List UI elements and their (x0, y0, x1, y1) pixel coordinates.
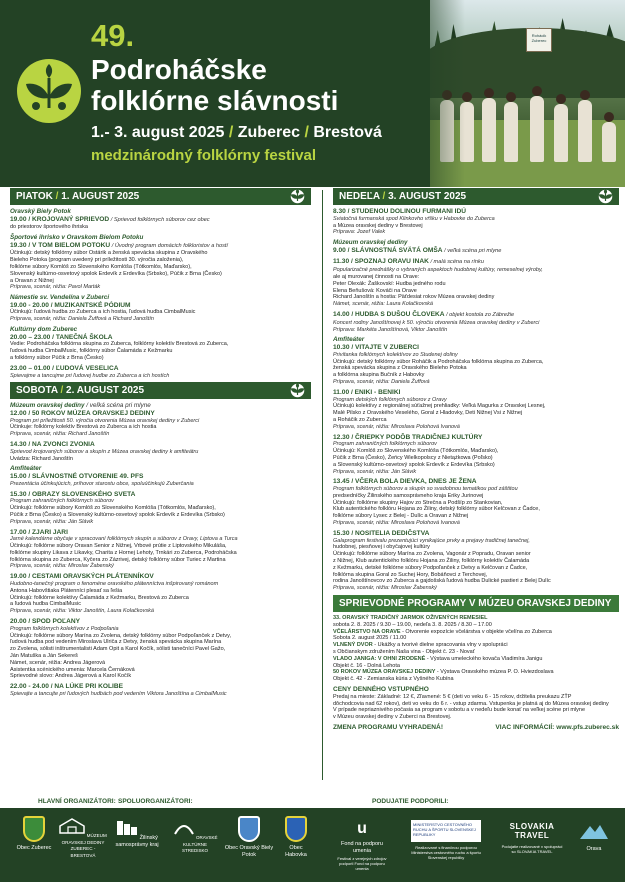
event-credit: Príprava, scenár, réžia: Viktor Janoštín, Laura Kolačkovská (10, 608, 154, 615)
museum-program-line: Objekt č. 42 - Zemianska kúria z Vyšného Kubína (333, 676, 454, 683)
day-date: 3. AUGUST 2025 (388, 191, 467, 202)
event-line: folklórne súbory Lysec z Belej - Dulíc a Oravan z Nižnej (333, 513, 469, 520)
photo-sign: Rohácik Zuberec (526, 28, 552, 52)
event-heading: 19.00 - 20.00 / MUZIKANTSKÉ PÓDIUM (10, 301, 131, 309)
event-heading: 20.00 – 23.00 / TANEČNÁ ŠKOLA (10, 333, 113, 341)
header (0, 0, 625, 187)
event-line: Uvádza: Richard Janoštín (10, 455, 73, 462)
program-event (333, 336, 619, 385)
day-bar-friday (10, 188, 311, 205)
event-line: Účinkujú: folklórne kolektívy Čalamáda z Kežmarku, Brestová zo Zuberca (10, 594, 189, 601)
program-event (333, 389, 619, 431)
event-line: Popularizačné prednášky o vybraných aspektoch hudobnej kultúry, remeselnej výroby, (333, 267, 543, 274)
event-line: a folklórna skupina Bučník z Habovky (333, 372, 425, 379)
event-line: Jarné kalendárne obyčaje v spracovaní folklórnych skupín a súborov z Oravy, Liptova a Turca (10, 536, 238, 543)
ticket-info-line: V prípade nepriaznivého počasia sa program v sobotu a v nedeľu bude konať na veľkej scéne pri mlyne (333, 707, 586, 714)
event-heading: 19.00 / CESTAMI ORAVSKÝCH PLÁTENNÍKOV (10, 573, 154, 581)
event-heading: 11.30 / SPOZNAJ ORAVU INAK / malá scéna na rínku (333, 258, 484, 266)
event-line: Hudobno-tanečný program o fenoméne oravského plátenníctva inšpirovaný románom (10, 581, 219, 588)
museum-programs-bar (333, 595, 619, 612)
program-event (10, 683, 311, 698)
festival-subtitle: medzinárodný folklórny festival (91, 147, 317, 164)
flower-icon (598, 189, 613, 204)
program-event (333, 208, 619, 236)
logo-oks: ORAVSKÉ KULTÚRNE STREDISKO (170, 822, 220, 855)
fpu-mark-icon: u (357, 820, 367, 837)
event-line: Účinkujú: folklórne skupiny Hajov zo Strečna a Podšíp zo Stankovian, (333, 499, 503, 506)
more-info-link[interactable]: VIAC INFORMÁCIÍ: www.pfs.zuberec.sk (495, 724, 619, 731)
day-name: NEDEĽA (339, 191, 380, 202)
event-line: Program detských folklórnych súborov z Oravy (333, 396, 447, 403)
event-line: Privítanka folklórnych kolektívov zo Studenej doliny (333, 351, 458, 358)
event-line: rodina Janoštínovcov zo Zuberca a gajdošská ľudová hudba Dulické pastieri z Belej Dulíc (333, 578, 551, 585)
left-column (10, 188, 311, 796)
event-venue: Námestie sv. Vendelína v Zuberci (10, 294, 110, 302)
logo-fpu: u Fond na podporu umenia Festival z verejných zdrojov podporil Fond na podporu umenia (337, 820, 387, 871)
event-line: a Múzea oravskej dediny v Brestovej (333, 222, 423, 229)
day-separator: / (60, 385, 64, 397)
crest-icon (285, 816, 307, 842)
event-heading: 12.30 / ČRIEPKY PODÔB TRADIČNEJ KULTÚRY (333, 433, 483, 441)
day-bar-saturday (10, 382, 311, 399)
event-line: folklórna skupina Goral zo Suchej Hory, Bobáňovci z Terchovej, (333, 571, 488, 578)
sunday-events (333, 208, 619, 592)
program-event (333, 478, 619, 527)
museum-bar-title: SPRIEVODNÉ PROGRAMY V MÚZEU ORAVSKEJ DEDINY (339, 598, 612, 610)
event-heading: 12.00 / 50 ROKOV MÚZEA ORAVSKEJ DEDINY (10, 409, 155, 417)
program-event (333, 530, 619, 592)
event-line: folklórne súbory Komlóš zo Slovenského Komlóša (Tótkomlós, Maďarsko), (10, 263, 192, 270)
event-line: ženská spevácka skupina z Oravského Bieleho Potoka (333, 365, 467, 372)
event-venue: Múzeum oravskej dediny (333, 239, 408, 247)
program-event (10, 402, 311, 438)
event-line: Sprievodné slovo: Andrea Jágerová a Karol Kočík (10, 673, 132, 680)
orava-mountain-icon (579, 822, 609, 840)
event-line: folklórne skupiny Likava z Likavky, Charita z Hornej Lehoty, Trnkári zo Zuberca, Podroháčska (10, 549, 237, 556)
event-credit: Príprava, scenár, réžia: Daniela Žuffová a Richard Janoštín (10, 316, 154, 323)
event-credit: Námet, scenár, réžia: Laura Kolačkovská (333, 301, 433, 308)
event-line: Účinkujú: ľudová hudba zo Zuberca a ich hostia, ľudová hudba CimbalMusic (10, 309, 196, 316)
crest-icon (23, 816, 45, 842)
logo-zsk: Žilinský samosprávny kraj (114, 820, 160, 848)
tickets-title: CENY DENNÉHO VSTUPNÉHO (333, 686, 429, 694)
event-line: Program folklórnych súborov a skupín so svadobnou tematikou pod záštitou (333, 486, 518, 493)
event-credit: Príprava: Jozef Valek (333, 229, 386, 236)
event-credit: Príprava, scenár, réžia: Miroslav Žabenský (333, 585, 437, 592)
event-credit: Príprava, scenár, réžia: Miroslava Polohová Ivanová (333, 520, 460, 527)
event-heading: 19.30 / V TOM BIELOM POTOKU / Úvodný program domácich folkloristov a hostí (10, 241, 228, 249)
event-line: hudobnej, piesňovej i obyčajovej kultúry (333, 544, 430, 551)
day-name: PIATOK (16, 191, 53, 202)
logo-obec-obp: Obec Oravský Biely Potok (224, 816, 274, 858)
festival-title-line1: Podroháčske (91, 54, 267, 85)
event-venue: Amfiteáter (10, 465, 42, 473)
event-heading: 10.30 / VITAJTE V ZUBERCI (333, 343, 419, 351)
event-heading: 14.30 / NA ZVONCI ZVONIA (10, 441, 95, 449)
day-name: SOBOTA (16, 385, 58, 397)
event-line: do priestorov športového ihriska (10, 224, 88, 231)
event-line: Program zahraničných folklórnych súborov (333, 441, 437, 448)
museum-program-line: VLADO JANIGA: V OHNI ZRODENÉ - Výstava umeleckého kovača Vladimíra Janigu (333, 655, 543, 662)
event-line: Spievajte a tancujte pri ľudových hudbách pod vedením Viktora Janoštína a CimbalMusic (10, 691, 227, 698)
program-event (333, 258, 619, 308)
program-event (10, 465, 311, 487)
right-column (333, 188, 619, 796)
ticket-info-line: v Múzeu oravskej dediny v Zuberci na Brestovej. (333, 714, 452, 721)
event-heading: 8.30 / STUDENOU DOLINOU FURMANI IDÚ (333, 208, 466, 215)
museum-program-line: s Občianskym združením Naša vina - Objekt č. 23 - Novať (333, 649, 475, 656)
event-line: Richard Janoštín a hostia: Päťdesiat rokov Múzea oravskej dediny (333, 294, 495, 301)
event-line: Slovenský kultúrno-osvetový spolok Erdevík z Erdevíka (Srbsko), Púčik z Brna (Česko) (10, 270, 222, 277)
program-reserve-note: ZMENA PROGRAMU VYHRADENÁ! (333, 724, 444, 731)
event-line: Púčik z Brna (Česko), Żeńcy Wielkopolscy z Nietążkowa (Poľsko) (333, 454, 493, 461)
program-event (10, 365, 311, 380)
mcrs-badge: MINISTERSTVO CESTOVNÉHO RUCHU A ŠPORTU SLOVENSKEJ REPUBLIKY (411, 820, 481, 842)
event-line: Spievajme a tancujme pri ľudovej hudbe zo Zuberca a ich hostích (10, 372, 170, 379)
event-credit: Príprava, scenár, réžia: Ján Slávik (333, 468, 417, 475)
festival-title-line2: folklórne slávnosti (91, 85, 339, 116)
oks-icon (173, 822, 195, 836)
day-date: 1. AUGUST 2025 (61, 191, 140, 202)
saturday-events (10, 402, 311, 697)
event-heading: 9.00 / SLÁVNOSTNÁ SVÄTÁ OMŠA / veľká scéna pri mlyne (333, 246, 502, 254)
program-event (10, 294, 311, 323)
day-bar-sunday (333, 188, 619, 205)
column-divider (322, 190, 323, 780)
logo-muzeum-oravskej-dediny: MÚZEUM ORAVSKEJ DEDINY ZUBEREC - BRESTOVÁ (58, 818, 108, 859)
program-event (10, 326, 311, 362)
event-credit: Príprava, scenár, réžia: Miroslav Žabenský (10, 563, 114, 570)
co-organizers-label: SPOLUORGANIZÁTORI: (118, 798, 193, 805)
event-line: Účinkujú: folklórne súbory Marína zo Zvolena, detský folklórny súbor Podpoľanček z Detvy, (10, 632, 231, 639)
event-line: a ľudová hudba CimbalMusic (10, 601, 82, 608)
date-range: 1.- 3. august 2025 (91, 124, 225, 141)
event-line: Vedie: Podroháčska folklórna skupina zo Zuberca, folklórny kolektív Brestová zo Zuberca, (10, 341, 229, 348)
event-line: Účinkujú: folklórne súbory Marína zo Zvolena, Vagonár z Popradu, Oravan senior (333, 551, 531, 558)
program-event (10, 618, 311, 680)
museum-house-icon (59, 818, 85, 834)
footer (0, 808, 625, 882)
event-venue: Múzeum oravskej dediny / veľká scéna pri mlyne (10, 402, 151, 410)
event-line: ale aj murovanej činnosti na Orave: (333, 274, 420, 281)
event-line: a Roháčik zo Zuberca (333, 416, 387, 423)
event-line: Účinkujú: Komlóš zo Slovenského Komlóša (Tótkomlós, Maďarsko), (333, 448, 499, 455)
event-venue: Športové ihrisko v Oravskom Bielom Potoku (10, 234, 144, 242)
footer-headings (0, 797, 625, 808)
event-heading: 11.00 / ENIKI - BENIKI (333, 388, 401, 396)
festival-flower-logo (16, 58, 82, 124)
event-line: z Kežmarku, detské folklórne súbory Podpoľanček z Detvy a Kelčovan z Čadce, (333, 564, 528, 571)
event-line: a folklórny súbor Púčik z Brna (Česko) (10, 354, 104, 361)
event-line: Galaprogram festivalu prezentujúci vynikajúce prvky a prejavy tradičnej tanečnej, (333, 537, 530, 544)
event-line: Program folklórnych kolektívov z Podpoľania (10, 625, 119, 632)
place-brestova: Brestová (313, 124, 382, 141)
event-line: a Oravan z Nižnej (10, 277, 54, 284)
museum-program-line: Objekt č. 16 - Dolná Lehota (333, 662, 400, 669)
zsk-icon (116, 820, 138, 836)
program-event (10, 441, 311, 462)
info-row (333, 724, 619, 732)
event-line: Sviatočná furmanská spod Klinkovho vŕšku v Habovke do Zuberca (333, 215, 495, 222)
event-heading: 14.00 / HUDBA S DUŠOU ČLOVEKA / objekt kostola zo Zábrežie (333, 311, 515, 319)
event-heading: 19.00 / KROJOVANÝ SPRIEVOD / Sprievod folklórnych súborov cez obec (10, 215, 210, 223)
event-line: Účinkujú: detský folklórny súbor Ostárik a ženská spevácka skupina z Oravského (10, 250, 208, 257)
event-line: predsedníčky Žilinského samosprávneho kraja Eriky Jurinovej (333, 492, 484, 499)
logo-orava: Orava (572, 822, 616, 852)
event-line: Ján Matuška a Ján Sekereš (10, 653, 78, 660)
event-line: Bieleho Potoka (program uvedený pri príležitosti 30. výročia založenia), (10, 257, 184, 264)
program-event (333, 434, 619, 476)
event-line: Klub autentického folklóru Hojana zo Žiliny, detský folklórny súbor Kelčovan z Čadce, (333, 506, 540, 513)
event-line: Účinkujú: detský folklórny súbor Roháčik a Podroháčska folklórna skupina zo Zuberca, (333, 358, 544, 365)
day-date: 2. AUGUST 2025 (66, 385, 145, 397)
event-venue: Amfiteáter (333, 336, 365, 344)
museum-program-line: VLNENÝ DVOR - Ukážky a tvorivé dielne spracovania vlny v spolupráci (333, 642, 508, 649)
day-separator: / (382, 191, 386, 202)
event-credit: Príprava, scenár, réžia: Daniela Žuffová (333, 378, 430, 385)
date-separator: / (228, 124, 234, 141)
ticket-info-line: Predaj na mieste: Základné: 12 €, Zľavnené: 5 € (deti vo veku 6 - 15 rokov, držitelia preukazu ZŤP (333, 693, 572, 700)
event-line: Účinkujú kolektívy z regionálnej súťažnej prehliadky: Veľká Magurka z Oravskej Lesnej, (333, 403, 546, 410)
event-heading: 22.00 - 24.00 / NA LÚKE PRI KOLIBE (10, 683, 123, 691)
museum-program-line: 50 ROKOV MÚZEA ORAVSKEJ DEDINY - Výstava Oravského múzea P. O. Hviezdoslava (333, 669, 554, 676)
event-line: zo Zvolena, sólisti inštrumentalisti Adam Opit a Karol Kočík, sólisti tanečníci Pavel Gažo, (10, 646, 226, 653)
event-line: Elena Beňušová: Kováči na Orave (333, 287, 417, 294)
place-separator: / (304, 124, 309, 141)
main-organizers-label: HLAVNÍ ORGANIZÁTORI: (38, 798, 116, 805)
event-heading: 23.00 – 01.00 / ĽUDOVÁ VESELICA (10, 364, 119, 372)
event-heading: 15.30 / OBRAZY SLOVENSKÉHO SVETA (10, 490, 136, 498)
program-event (10, 234, 311, 291)
flower-icon (290, 189, 305, 204)
program-event (10, 529, 311, 571)
flower-icon (290, 383, 305, 398)
supporters-label: PODUJATIE PODPORILI: (372, 798, 449, 805)
friday-events (10, 208, 311, 379)
event-line: ľudová hudba pod vedením Miroslava Ulriča z Detvy, ženská spevácka skupina Marína (10, 639, 222, 646)
event-line: folklórna skupina zo Zuberca, Kyčera zo Zázrivej, detský folklórny súbor Turiec z Martina (10, 556, 226, 563)
event-line: Program pri príležitosti 50. výročia otvorenia Múzea oravskej dediny v Zuberci (10, 417, 200, 424)
event-heading: 20.00 / SPOD POĽANY (10, 618, 80, 626)
museum-program-line: sobota 2. 8. 2025 / 9.30 – 19.00, nedeľa 3. 8. 2025 / 8.30 – 17.00 (333, 621, 492, 628)
day-separator: / (55, 191, 59, 202)
logo-mcrs: MINISTERSTVO CESTOVNÉHO RUCHU A ŠPORTU SLOVENSKEJ REPUBLIKY Realizované s finančnou podporou Ministerstva cestovného ruchu a športu Slovenskej republiky (411, 822, 481, 860)
event-line: Prezentácia účinkujúcich, príhovor starostu obce, spoluúčinkujú Zuberčania (10, 480, 194, 487)
event-heading: 17.00 / ZJARI JARI (10, 528, 68, 536)
event-line: a Slovenský kultúrno-osvetový spolok Erdevík z Erdevíka (Srbsko) (333, 461, 495, 468)
event-heading: 13.45 / VČERA BOLA DIEVKA, DNES JE ŽENA (333, 478, 477, 486)
event-line: Púčik z Brna (Česko) a Slovenský kultúrno-osvetový spolok Erdevík z Erdevíka (Srbsko) (10, 511, 225, 518)
event-credit: Príprava, scenár, réžia: Richard Janoštín (10, 431, 110, 438)
museum-program-line: 33. ORAVSKÝ TRADIČNÝ JARMOK OŽIVENÝCH REMESIEL (333, 615, 488, 622)
event-credit: Príprava, scenár, réžia: Miroslava Polohová Ivanová (333, 423, 460, 430)
event-credit: Príprava, scenár, réžia: Pavol Marták (10, 284, 101, 291)
museum-program-line: Sobota 2. august 2025 / 11.00 (333, 635, 407, 642)
logo-obec-zuberec: Obec Zuberec (14, 816, 54, 852)
museum-programs (333, 615, 619, 683)
festival-edition: 49. (91, 18, 135, 53)
event-venue: Kultúrny dom Zuberec (10, 326, 78, 334)
place-zuberec: Zuberec (237, 124, 300, 141)
event-venue: Oravský Biely Potok (10, 208, 71, 215)
festival-dates (91, 124, 382, 142)
event-line: ľudová hudba CimbalMusic, folklórny súbor Čalamáda z Kežmarku (10, 348, 173, 355)
event-heading: 15.00 / SLÁVNOSTNÉ OTVORENIE 49. PFS (10, 472, 144, 480)
program-event (10, 491, 311, 526)
program-event (333, 311, 619, 333)
event-line: Koncert rodiny Janoštínovej k 50. výročiu otvorenia Múzea oravskej dediny v Zuberci (333, 319, 540, 326)
tickets-block (333, 686, 619, 721)
event-heading: 15.30 / NOSITELIA DEDIČSTVA (333, 529, 430, 537)
ticket-info-line: dôchodcovia nad 62 rokov), deti vo veku do 6 r. - vstup zdarma. Vstupenka je platná aj do Múzea oravskej dediny (333, 700, 609, 707)
event-line: z Nižnej, Klub autentického folklóru Hojana zo Žiliny, folklórny kolektív Čalamáda (333, 558, 530, 565)
crest-icon (238, 816, 260, 842)
event-line: Antona Habovštiaka Plátenníci plesať sa ľešia (10, 587, 123, 594)
event-credit: Príprava: Markéta Janoštínová, Viktor Janoštín (333, 326, 448, 333)
event-line: Účinkuje: folklórny kolektív Brestová zo Zuberca a ich hostia (10, 424, 157, 431)
event-line: Asistentka scénického umenia: Marcela Černáková (10, 666, 135, 673)
event-line: Účinkujú: folklórne súbory Oravan Senior z Nižnej, Vrbové prútie z Liptovského Mikuláša, (10, 543, 227, 550)
event-line: Sprievod krojovaných súborov a skupín z Múzea oravskej dediny k amfiteátru (10, 448, 199, 455)
event-line: Účinkujú: folklórne súbory Komlóš zo Slovenského Komlóša (Tótkomlós, Maďarsko), (10, 505, 216, 512)
program-event (10, 573, 311, 615)
program-event (10, 208, 311, 231)
logo-slovakia-travel: SLOVAKIA TRAVEL Podujatie realizované v spolupráci so SLOVAKIA TRAVEL (501, 822, 563, 854)
event-line: Námet, scenár, réžia: Andrea Jágerová (10, 659, 106, 666)
event-line: Malé Pilsko z Oravského Veselého, Goral z Hladovky, Deti Nižnej Vsi z Nižnej (333, 410, 523, 417)
event-line: Peter Olexák: Žaškovskí: Hudba jedného rodu (333, 280, 446, 287)
museum-program-line: VČELÁRSTVO NA ORAVE - Otvorenie expozície včelárstva v objekte včelína zo Zuberca (333, 628, 552, 635)
event-line: Program zahraničných folklórnych súborov (10, 498, 114, 505)
event-credit: Príprava, scenár, réžia: Ján Slávik (10, 518, 94, 525)
program-event (333, 239, 619, 255)
logo-obec-habovka: Obec Habovka (278, 816, 314, 858)
